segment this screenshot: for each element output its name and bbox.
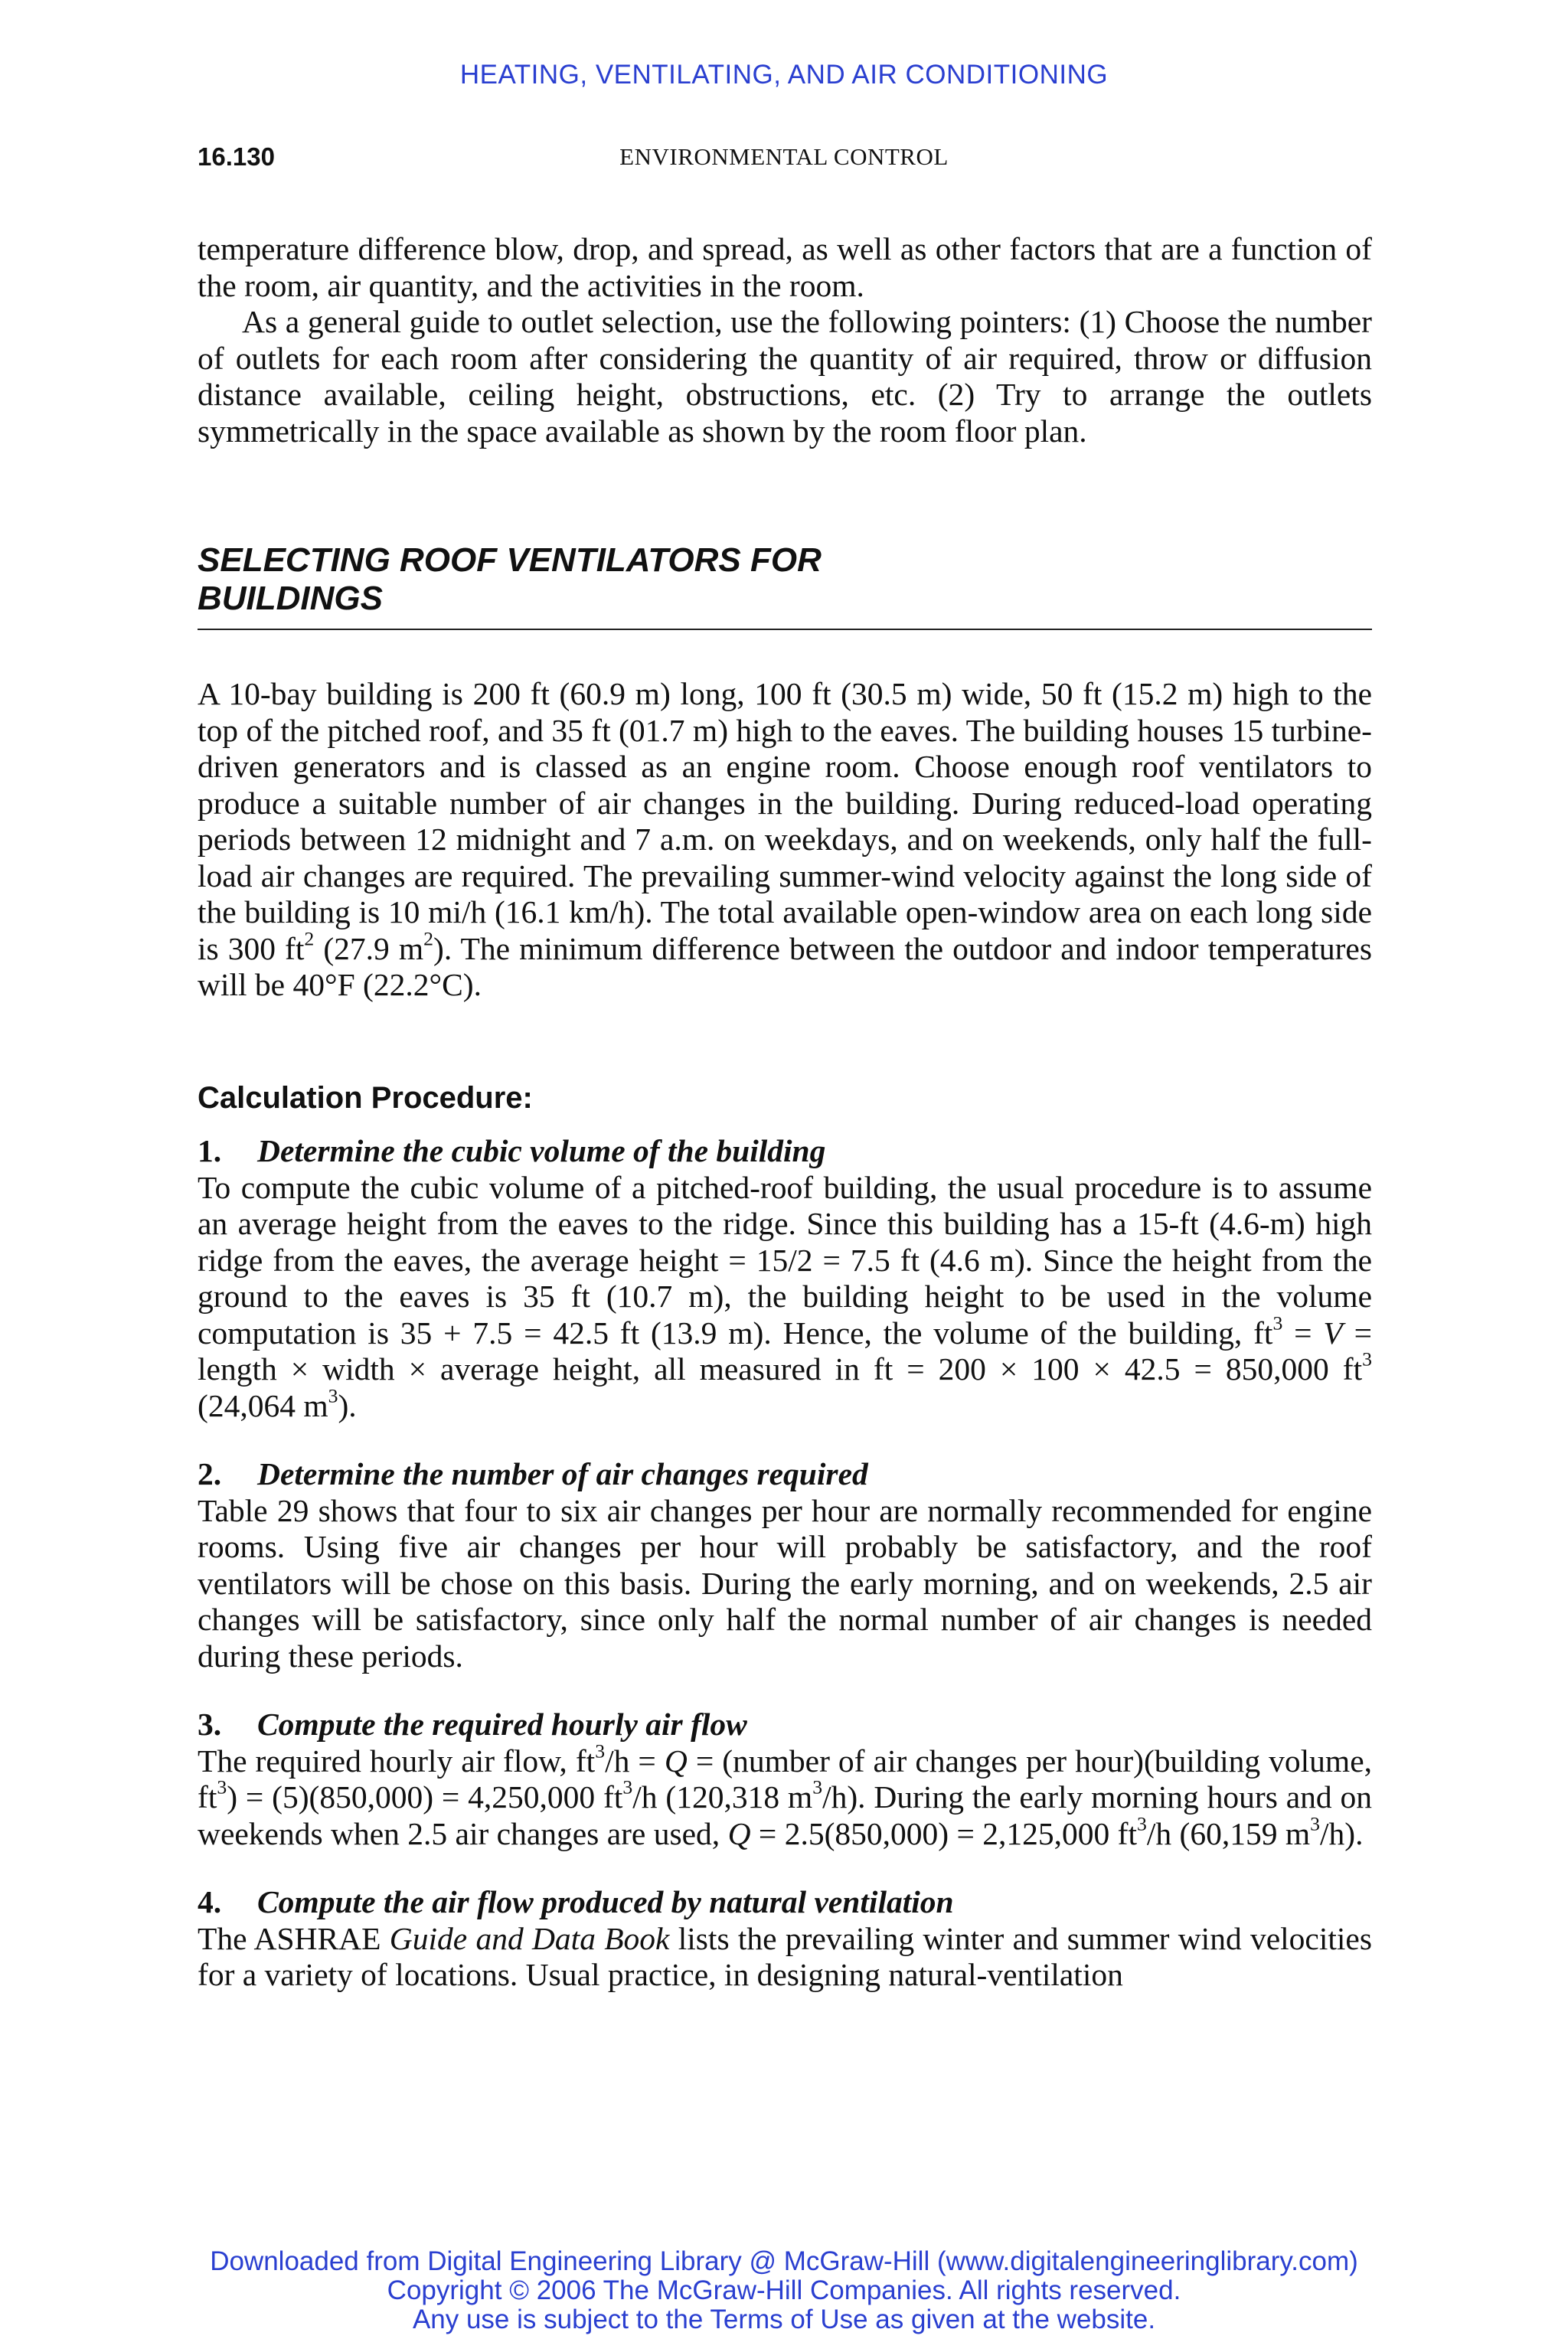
step-2 — [198, 1456, 1372, 1674]
step-3-title — [198, 1707, 1372, 1743]
superscript-3: 3 — [1272, 1311, 1283, 1334]
step-4-title — [198, 1884, 1372, 1921]
step-1-text-c: = length × width × average height, all measured in ft = 200 × 100 × 42.5 = 850,000 ft — [198, 1315, 1373, 1387]
variable-q: Q — [664, 1743, 688, 1779]
step-2-text: Table 29 shows that four to six air changes per hour are normally recommended for engine rooms. Using five air changes per hour will probably be satisfactory, and the roof ventilators will be chose on this basis. During the early morning, and on weekends, 2.5 air changes will be satisfactory, since only half the normal number of air changes is needed during these periods. — [198, 1492, 1372, 1674]
step-3-text-b: /h = — [605, 1743, 665, 1779]
superscript-3: 3 — [1362, 1348, 1372, 1370]
step-1-text-b: = — [1282, 1315, 1324, 1351]
step-3-number: 3. — [198, 1707, 222, 1742]
superscript-3: 3 — [622, 1775, 633, 1798]
step-1 — [198, 1133, 1372, 1424]
section-divider — [198, 629, 1372, 630]
step-1-text-a: To compute the cubic volume of a pitched-roof building, the usual procedure is to assume an average height from the eaves to the ridge. Since this building has a 15-ft (4.6-m) high ridge from the eaves, the average height = 15/2 = 7.5 ft (4.6 m). Since the height from the ground to the eaves is 35 ft (10.7 m), the building height to be used in the volume computation is 35 + 7.5 = 42.5 ft (13.9 m). Hence, the volume of the building, ft — [198, 1169, 1372, 1351]
step-2-number: 2. — [198, 1456, 222, 1491]
superscript-2: 2 — [304, 926, 315, 949]
problem-text-a: A 10-bay building is 200 ft (60.9 m) long, 100 ft (30.5 m) wide, 50 ft (15.2 m) high to the top of the pitched roof, and 35 ft (01.7 m) high to the eaves. The building houses 15 turbine-driven generators and is classed as an engine room. Choose enough roof ventilators to produce a suitable number of air changes in the building. During reduced-load operating periods between 12 midnight and 7 a.m. on weekdays, and on weekends, only half the full-load air changes are required. The prevailing summer-wind velocity against the long side of the building is 10 mi/h (16.1 km/h). The total available open-window area on each long side is 300 ft — [198, 676, 1372, 966]
section-title: SELECTING ROOF VENTILATORS FOR BUILDINGS — [198, 541, 822, 617]
superscript-2: 2 — [423, 926, 433, 949]
step-3-text-f: /h). During the early morning hours and on weekends when 2.5 air changes are used, — [198, 1779, 1372, 1851]
body-content — [198, 231, 1372, 1994]
book-title: Guide and Data Book — [389, 1920, 670, 1956]
step-4-text — [198, 1921, 1372, 1994]
superscript-3: 3 — [812, 1775, 823, 1798]
step-3 — [198, 1707, 1372, 1852]
step-4 — [198, 1884, 1372, 1994]
step-4-number: 4. — [198, 1884, 222, 1919]
step-3-text-g: = 2.5(850,000) = 2,125,000 ft — [750, 1815, 1137, 1851]
step-4-text-a: The ASHRAE — [198, 1920, 390, 1956]
footer — [0, 2247, 1568, 2334]
problem-statement — [198, 676, 1372, 1004]
chapter-banner: HEATING, VENTILATING, AND AIR CONDITIONING — [459, 60, 1109, 90]
step-1-title-text: Determine the cubic volume of the building — [257, 1133, 826, 1168]
step-3-text-c: = (number of air changes per hour)(building volume, ft — [198, 1743, 1373, 1815]
step-3-text — [198, 1739, 1373, 1853]
step-2-title-text: Determine the number of air changes required — [257, 1456, 868, 1491]
superscript-3: 3 — [217, 1775, 227, 1798]
step-1-text-d: (24,064 m — [198, 1387, 328, 1423]
step-3-text-h: /h (60,159 m — [1146, 1815, 1311, 1851]
step-2-title — [198, 1456, 1372, 1493]
step-4-text-b: lists the prevailing winter and summer wind velocities for a variety of locations. Usual practice, in designing natural-ventilation — [198, 1920, 1372, 1992]
problem-text-c: ). The minimum difference between the outdoor and indoor temperatures will be 40°F (22.2°C). — [198, 930, 1373, 1002]
step-3-text-d: ) = (5)(850,000) = 4,250,000 ft — [227, 1779, 623, 1815]
page-number: 16.130 — [198, 142, 275, 171]
step-4-title-text: Compute the air flow produced by natural ventilation — [257, 1884, 954, 1919]
footer-download-link[interactable]: Downloaded from Digital Engineering Library @ McGraw-Hill (www.digitalengineeringlibrary.com) — [210, 2246, 1358, 2276]
step-1-text-e: ). — [338, 1387, 357, 1423]
running-head: ENVIRONMENTAL CONTROL — [619, 143, 949, 170]
step-3-text-i: /h). — [1319, 1815, 1364, 1851]
step-1-title — [198, 1133, 1372, 1170]
step-3-text-e: /h (120,318 m — [632, 1779, 813, 1815]
variable-q: Q — [727, 1815, 751, 1851]
calculation-heading: Calculation Procedure: — [198, 1080, 533, 1115]
step-1-number: 1. — [198, 1133, 222, 1168]
footer-terms-link[interactable]: Any use is subject to the Terms of Use as given at the website. — [412, 2305, 1156, 2334]
superscript-3: 3 — [595, 1739, 606, 1762]
step-3-text-a: The required hourly air flow, ft — [198, 1743, 596, 1779]
superscript-3: 3 — [1136, 1811, 1147, 1834]
intro-paragraph-2: As a general guide to outlet selection, use the following pointers: (1) Choose the number of outlets for each room after considering the quantity of air required, throw or diffusion distance available, ceiling height, obstructions, etc. (2) Try to arrange the outlets symmetrically in the space available as shown by the room floor plan. — [198, 304, 1372, 449]
footer-copyright: Copyright © 2006 The McGraw-Hill Companies. All rights reserved. — [387, 2275, 1181, 2305]
problem-text-b: (27.9 m — [314, 930, 424, 966]
step-3-title-text: Compute the required hourly air flow — [257, 1707, 747, 1742]
intro-paragraph-1: temperature difference blow, drop, and spread, as well as other factors that are a function of the room, air quantity, and the activities in the room. — [198, 231, 1372, 303]
step-1-text — [198, 1170, 1372, 1425]
variable-v: V — [1323, 1315, 1343, 1351]
superscript-3: 3 — [1310, 1811, 1320, 1834]
superscript-3: 3 — [328, 1383, 338, 1406]
